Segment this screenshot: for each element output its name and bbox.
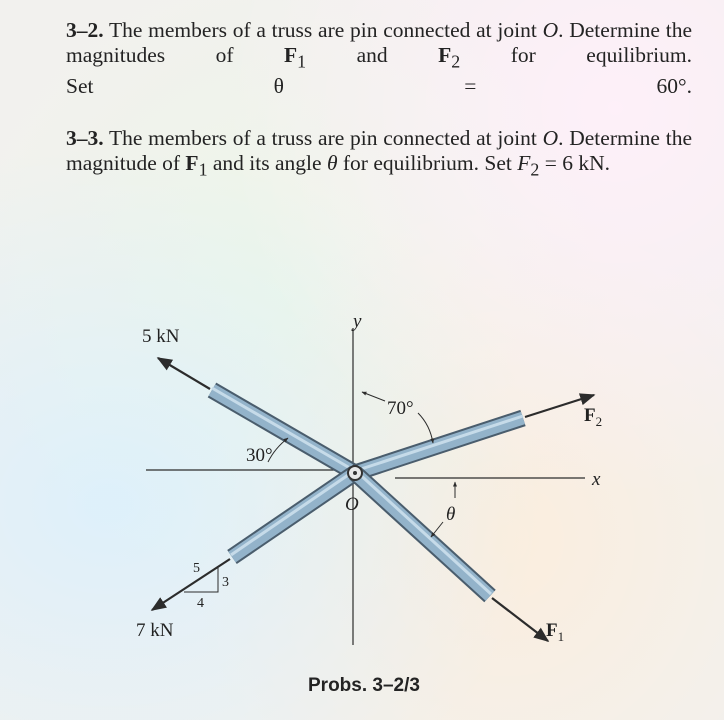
arc-70 — [418, 413, 433, 443]
member-f1 — [355, 471, 491, 596]
label-y-axis: y — [353, 311, 362, 332]
force-symbol: F — [284, 43, 298, 67]
problem-text: and its angle — [207, 151, 327, 175]
problem-text: . Determine the magnitude of — [66, 126, 692, 175]
problem-text: The members of a truss are pin connected at joint — [108, 126, 543, 150]
force-symbol: F — [185, 151, 199, 175]
dim-70-leader — [362, 392, 385, 401]
label-angle-30: 30° — [246, 445, 273, 466]
theta-symbol: θ — [326, 151, 338, 175]
problem-number: 3–2. — [66, 18, 104, 42]
problem-set-line: Set θ = 60°. — [66, 74, 692, 99]
joint-symbol: O — [542, 18, 559, 42]
pin-center — [353, 471, 357, 475]
label-slope-4: 4 — [197, 596, 204, 611]
dim-theta-lower — [431, 522, 443, 537]
label-7kn: 7 kN — [136, 620, 174, 641]
label-x-axis: x — [592, 469, 601, 490]
label-f1: $F_1$ — [546, 620, 565, 644]
problem-text: . Determine the magnitudes of — [66, 18, 692, 67]
arrow-f1 — [492, 598, 548, 641]
member-5kn — [212, 388, 355, 473]
figure-caption: Probs. 3–2/3 — [308, 675, 420, 696]
force-variable: F — [517, 151, 531, 175]
problem-text: = 6 kN. — [539, 151, 610, 175]
joint-symbol: O — [542, 126, 559, 150]
problem-text: for equilibrium. Set — [337, 151, 518, 175]
member-7kn — [231, 471, 355, 557]
label-slope-3: 3 — [222, 575, 229, 590]
problem-number: 3–3. — [66, 126, 104, 150]
label-f2: $F_2$ — [584, 405, 603, 429]
problem-text: and — [306, 43, 439, 67]
subscript: 1 — [198, 159, 208, 180]
arrow-5kn — [158, 358, 210, 389]
label-theta: θ — [446, 504, 456, 525]
problem-text: for equilibrium. — [460, 43, 692, 67]
label-slope-5: 5 — [193, 561, 200, 576]
subscript: 1 — [297, 51, 307, 72]
label-joint-o: O — [345, 494, 359, 515]
subscript: 2 — [451, 51, 461, 72]
force-symbol: F — [438, 43, 452, 67]
problem-text: The members of a truss are pin connected at joint — [108, 18, 543, 42]
member-f2 — [355, 416, 523, 473]
label-5kn: 5 kN — [142, 326, 180, 347]
subscript: 2 — [530, 159, 540, 180]
label-angle-70: 70° — [387, 398, 414, 419]
